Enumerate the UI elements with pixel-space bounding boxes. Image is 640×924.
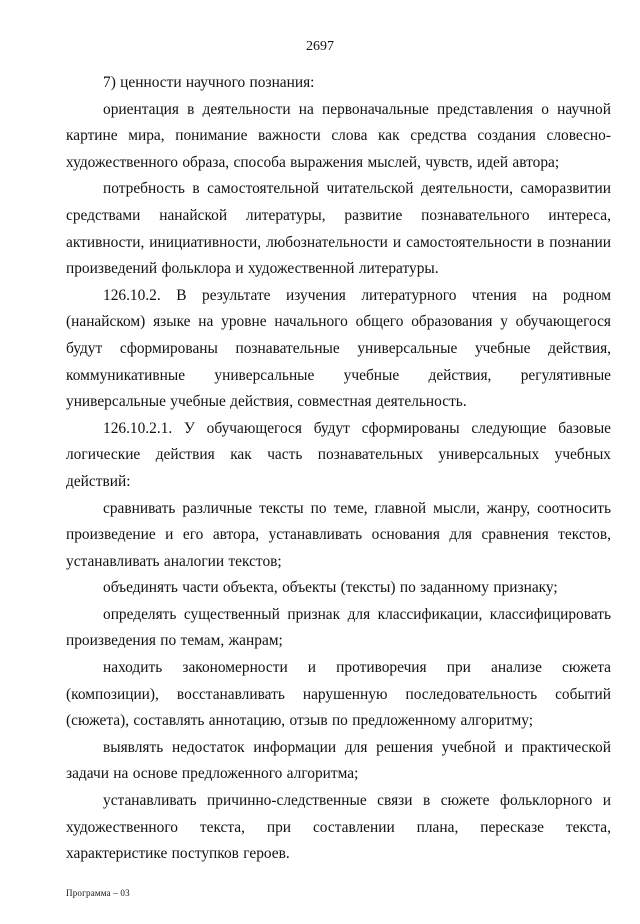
page-footer: Программа – 03 bbox=[66, 888, 130, 898]
list-item: определять существенный признак для классификации, классифицировать произведения по темам, жанрам; bbox=[66, 605, 611, 650]
section-heading: 7) ценности научного познания: bbox=[103, 74, 315, 91]
paragraph: 126.10.2. В результате изучения литературного чтения на родном (нанайском) языке на уровне начального общего образования у обучающегося будут сформированы познавательные универсальные учебные действия, коммуникативные универсальные учебные действия, регулятивные универсальные учебные действия, совместная деятельность. bbox=[66, 286, 611, 411]
document-body bbox=[66, 70, 611, 868]
list-item: сравнивать различные тексты по теме, главной мысли, жанру, соотносить произведение и его автора, устанавливать основания для сравнения текстов, устанавливать аналогии текстов; bbox=[66, 499, 611, 570]
list-item: выявлять недостаток информации для решения учебной и практической задачи на основе предложенного алгоритма; bbox=[66, 738, 611, 783]
list-item: объединять части объекта, объекты (тексты) по заданному признаку; bbox=[103, 579, 558, 597]
paragraph: ориентация в деятельности на первоначальные представления о научной картине мира, понимание важности слова как средства создания словесно-художественного образа, способа выражения мыслей, чувств, идей автора; bbox=[66, 100, 611, 171]
page-number: 2697 bbox=[306, 39, 334, 54]
list-item: находить закономерности и противоречия при анализе сюжета (композиции), восстанавливать нарушенную последовательность событий (сюжета), составлять аннотацию, отзыв по предложенному алгоритму; bbox=[66, 659, 611, 730]
paragraph: потребность в самостоятельной читательской деятельности, саморазвитии средствами нанайской литературы, развитие познавательного интереса, активности, инициативности, любознательности и самостоятельности в познании произведений фольклора и художественной литературы. bbox=[66, 180, 611, 278]
paragraph: 126.10.2.1. У обучающегося будут сформированы следующие базовые логические действия как часть познавательных универсальных учебных действий: bbox=[66, 419, 611, 490]
list-item: устанавливать причинно-следственные связи в сюжете фольклорного и художественного текста, при составлении плана, пересказе текста, характеристике поступков героев. bbox=[66, 792, 611, 863]
